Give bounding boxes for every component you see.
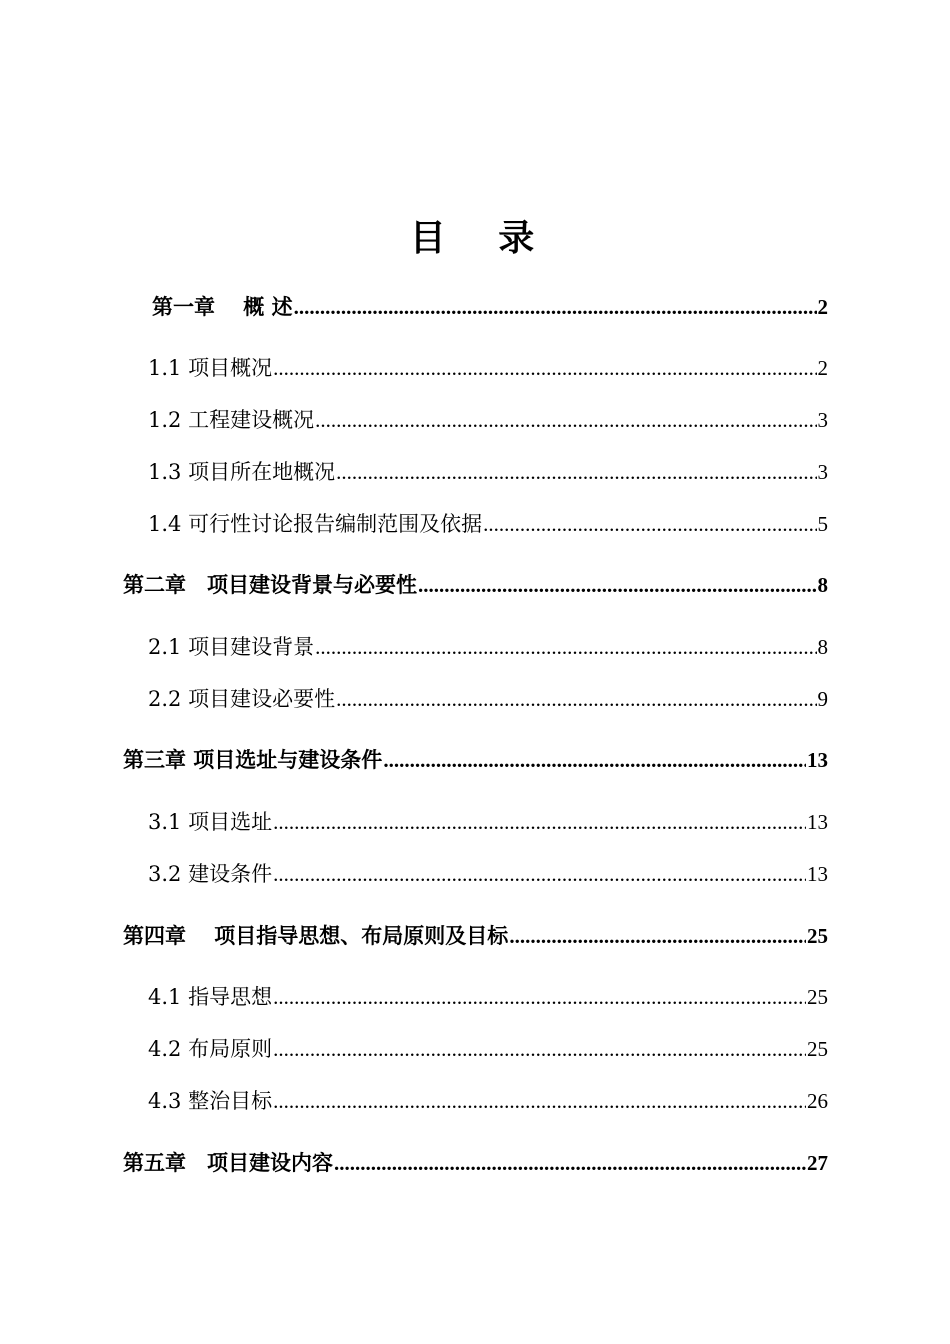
toc-entry-label: 2.2 项目建设必要性 [148,687,336,711]
toc-leader-dots [483,509,816,539]
toc-entry-label: 1.1 项目概况 [148,356,273,380]
toc-entry-section-4-2[interactable] [148,1034,828,1064]
toc-entry-label: 2.1 项目建设背景 [148,635,315,659]
toc-leader-dots [334,1148,806,1178]
toc-entry-label: 1.4 可行性讨论报告编制范围及依据 [148,512,483,536]
toc-leader-dots [383,745,806,775]
toc-leader-dots [509,921,806,951]
toc-entry-page: 27 [807,1151,828,1175]
toc-entry-page: 3 [817,460,828,484]
toc-entry-label: 第四章 项目指导思想、布局原则及目标 [123,923,509,948]
toc-leader-dots [273,1034,806,1064]
toc-entry-section-4-3[interactable] [148,1086,828,1116]
toc-entry-section-1-2[interactable] [148,405,828,435]
toc-entry-page: 13 [807,748,828,772]
toc-entry-page: 2 [817,356,828,380]
toc-entry-label: 4.2 布局原则 [148,1037,273,1061]
toc-entry-section-3-2[interactable] [148,859,828,889]
toc-leader-dots [273,982,806,1012]
toc-entry-page: 13 [807,810,828,834]
toc-entry-page: 3 [817,408,828,432]
toc-entry-chapter-2[interactable] [123,570,828,600]
toc-leader-dots [273,807,806,837]
toc-entry-chapter-1[interactable] [152,292,828,322]
toc-entry-page: 13 [807,862,828,886]
toc-entry-label: 4.1 指导思想 [148,985,273,1009]
toc-entry-label: 第一章 概 述 [152,294,293,319]
toc-entry-page: 8 [817,573,828,597]
toc-entry-label: 第三章 项目选址与建设条件 [123,747,383,772]
toc-entry-section-2-2[interactable] [148,684,828,714]
toc-entry-page: 26 [807,1089,828,1113]
toc-entry-section-1-3[interactable] [148,457,828,487]
toc-entry-section-2-1[interactable] [148,632,828,662]
toc-entry-label: 3.1 项目选址 [148,810,273,834]
toc-leader-dots [273,1086,806,1116]
toc-entry-chapter-5[interactable] [123,1148,828,1178]
toc-entry-page: 5 [817,512,828,536]
toc-leader-dots [315,405,816,435]
toc-leader-dots [294,292,817,322]
toc-entry-chapter-4[interactable] [123,921,828,951]
toc-entry-page: 25 [807,924,828,948]
toc-entry-chapter-3[interactable] [123,745,828,775]
toc-entry-section-3-1[interactable] [148,807,828,837]
toc-leader-dots [273,353,816,383]
toc-entry-label: 第五章 项目建设内容 [123,1150,333,1175]
toc-entry-page: 8 [817,635,828,659]
toc-entry-label: 3.2 建设条件 [148,862,273,886]
toc-title: 目 录 [409,217,555,259]
toc-entry-page: 2 [817,295,828,319]
toc-entry-page: 25 [807,985,828,1009]
toc-entry-page: 25 [807,1037,828,1061]
toc-entry-section-4-1[interactable] [148,982,828,1012]
toc-entry-page: 9 [817,687,828,711]
toc-entry-section-1-1[interactable] [148,353,828,383]
toc-leader-dots [336,684,816,714]
toc-entry-label: 1.3 项目所在地概况 [148,460,336,484]
toc-leader-dots [273,859,806,889]
toc-entry-label: 第二章 项目建设背景与必要性 [123,572,417,597]
toc-entry-section-1-4[interactable] [148,509,828,539]
toc-entry-label: 4.3 整治目标 [148,1089,273,1113]
toc-leader-dots [336,457,816,487]
toc-leader-dots [315,632,816,662]
toc-leader-dots [418,570,817,600]
toc-entry-label: 1.2 工程建设概况 [148,408,315,432]
